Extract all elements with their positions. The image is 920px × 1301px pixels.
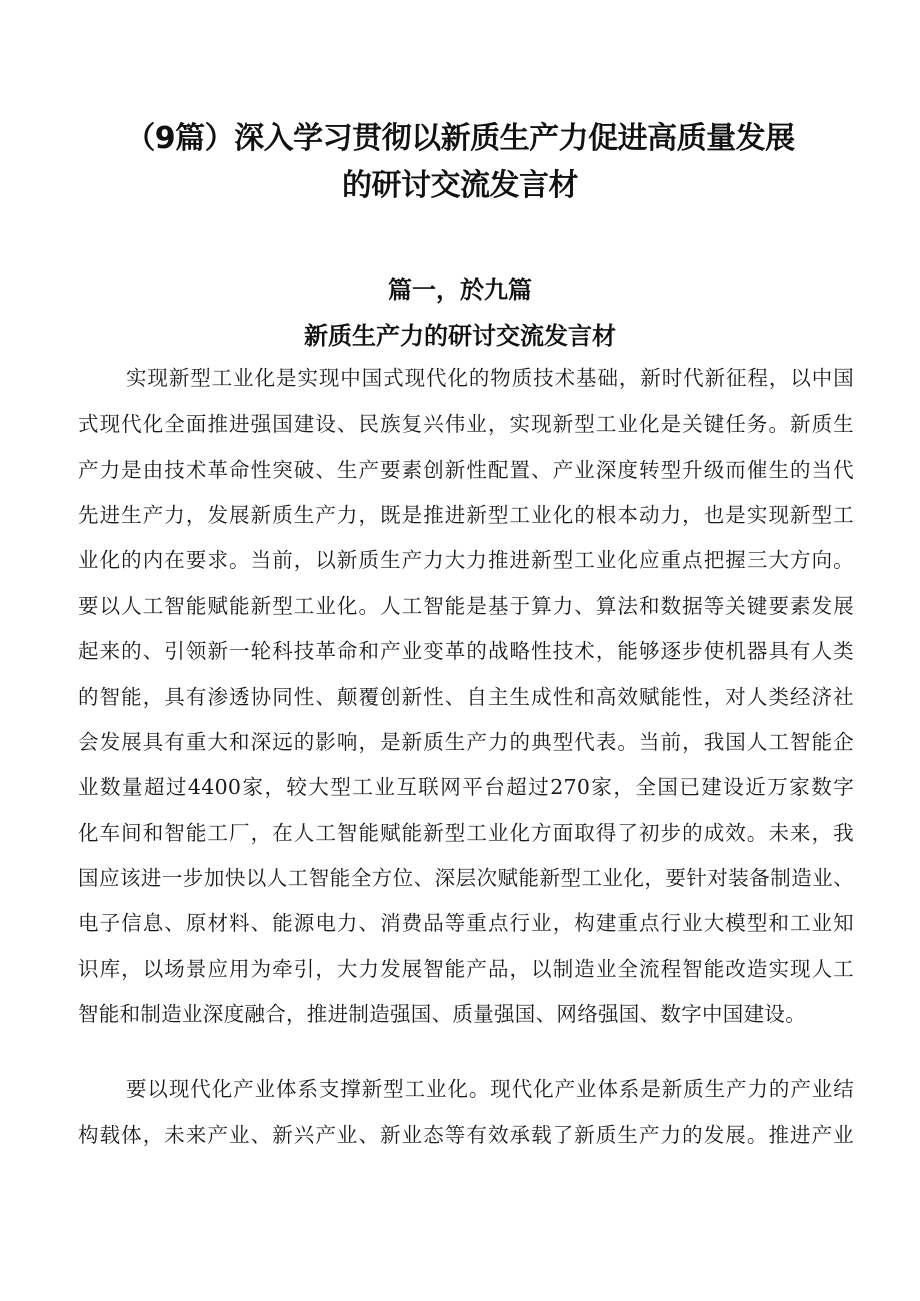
paragraph-line: 实现新型工业化是实现中国式现代化的物质技术基础，新时代新征程，以中国 (126, 366, 854, 390)
paragraph-line: 的智能，具有渗透协同性、颠覆创新性、自主生成性和高效赋能性，对人类经济社 (78, 685, 854, 709)
section-heading-line-1: 篇一，於九篇 (388, 276, 532, 304)
paragraph-line: 业化的内在要求。当前，以新质生产力大力推进新型工业化应重点把握三大方向。 (78, 548, 854, 572)
paragraph-line: 业数量超过4400家，较大型工业互联网平台超过270家，全国已建设近万家数字 (78, 775, 854, 799)
paragraph-line: 要以现代化产业体系支撑新型工业化。现代化产业体系是新质生产力的产业结 (126, 1077, 854, 1101)
paragraph-line: 智能和制造业深度融合，推进制造强国、质量强国、网络强国、数字中国建设。 (78, 1002, 806, 1026)
paragraph-line: 电子信息、原材料、能源电力、消费品等重点行业，构建重点行业大模型和工业知 (78, 911, 854, 935)
section-heading-line-2: 新质生产力的研讨交流发言材 (304, 322, 616, 350)
paragraph-line: 构载体，未来产业、新兴产业、新业态等有效承载了新质生产力的发展。推进产业 (78, 1123, 854, 1147)
paragraph-line: 先进生产力，发展新质生产力，既是推进新型工业化的根本动力，也是实现新型工 (78, 503, 854, 527)
paragraph-line: 识库，以场景应用为牵引，大力发展智能产品，以制造业全流程智能改造实现人工 (78, 957, 854, 981)
paragraph-line: 起来的、引领新一轮科技革命和产业变革的战略性技术，能够逐步使机器具有人类 (78, 639, 854, 663)
paragraph-line: 会发展具有重大和深远的影响，是新质生产力的典型代表。当前，我国人工智能企 (78, 730, 854, 754)
document-title-line-1: （9篇）深入学习贯彻以新质生产力促进高质量发展 (125, 121, 795, 156)
paragraph-line: 式现代化全面推进强国建设、民族复兴伟业，实现新型工业化是关键任务。新质生 (78, 412, 854, 436)
document-title-line-2: 的研讨交流发言材 (342, 168, 578, 203)
paragraph-line: 国应该进一步加快以人工智能全方位、深层次赋能新型工业化，要针对装备制造业、 (78, 866, 854, 890)
paragraph-line: 化车间和智能工厂，在人工智能赋能新型工业化方面取得了初步的成效。未来，我 (78, 821, 854, 845)
paragraph-line: 要以人工智能赋能新型工业化。人工智能是基于算力、算法和数据等关键要素发展 (78, 594, 854, 618)
paragraph-line: 产力是由技术革命性突破、生产要素创新性配置、产业深度转型升级而催生的当代 (78, 458, 854, 482)
